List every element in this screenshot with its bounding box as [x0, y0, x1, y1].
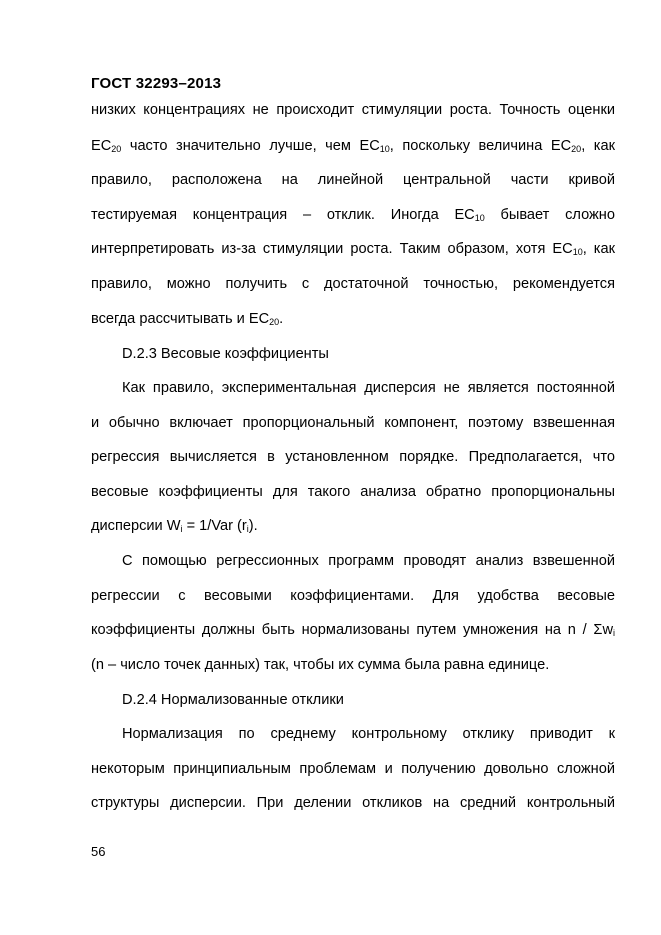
section-heading: D.2.3 Весовые коэффициенты — [122, 346, 329, 362]
text-line: всегда рассчитывать и $EC_{20}$. — [91, 311, 284, 327]
page-number: 56 — [91, 844, 106, 859]
text-line: и обычно включает пропорциональный компонент, поэтому взвешенная — [91, 415, 615, 431]
text-line: весовые коэффициенты для такого анализа обратно пропорциональны — [91, 484, 615, 500]
text-line: низких концентрациях не происходит стимуляции роста. Точность оценки — [91, 102, 615, 118]
text-line: Нормализация по среднему контрольному отклику приводит к — [122, 726, 615, 742]
text-line: дисперсии $W_i = 1/Var$ $(r_i)$. — [91, 518, 258, 534]
text-line: правило, расположена на линейной центральной части кривой — [91, 172, 615, 188]
text-line: правило, можно получить с достаточной точностью, рекомендуется — [91, 276, 615, 292]
text-line: интерпретировать из-за стимуляции роста. Таким образом, хотя $EC_{10}$, как — [91, 241, 615, 257]
document-code: ГОСТ 32293–2013 — [91, 75, 222, 92]
text-line: С помощью регрессионных программ проводят анализ взвешенной — [122, 553, 615, 569]
text-line: структуры дисперсии. При делении откликов на средний контрольный — [91, 795, 615, 811]
text-line: Как правило, экспериментальная дисперсия не является постоянной — [122, 380, 615, 396]
section-heading: D.2.4 Нормализованные отклики — [122, 692, 344, 708]
text-line: тестируемая концентрация – отклик. Иногда $EC_{10}$ бывает сложно — [91, 207, 615, 223]
text-line: коэффициенты должны быть нормализованы путем умножения на n / $\Sigma w_i$ — [91, 622, 615, 638]
text-line: (n – число точек данных) так, чтобы их сумма была равна единице. — [91, 657, 550, 673]
text-line: $EC_{20}$ часто значительно лучше, чем $EC_{10}$, поскольку величина $EC_{20}$, как — [91, 138, 615, 154]
text-line: некоторым принципиальным проблемам и получению довольно сложной — [91, 761, 615, 777]
text-line: регрессии с весовыми коэффициентами. Для удобства весовые — [91, 588, 615, 604]
text-line: регрессия вычисляется в установленном порядке. Предполагается, что — [91, 449, 615, 465]
